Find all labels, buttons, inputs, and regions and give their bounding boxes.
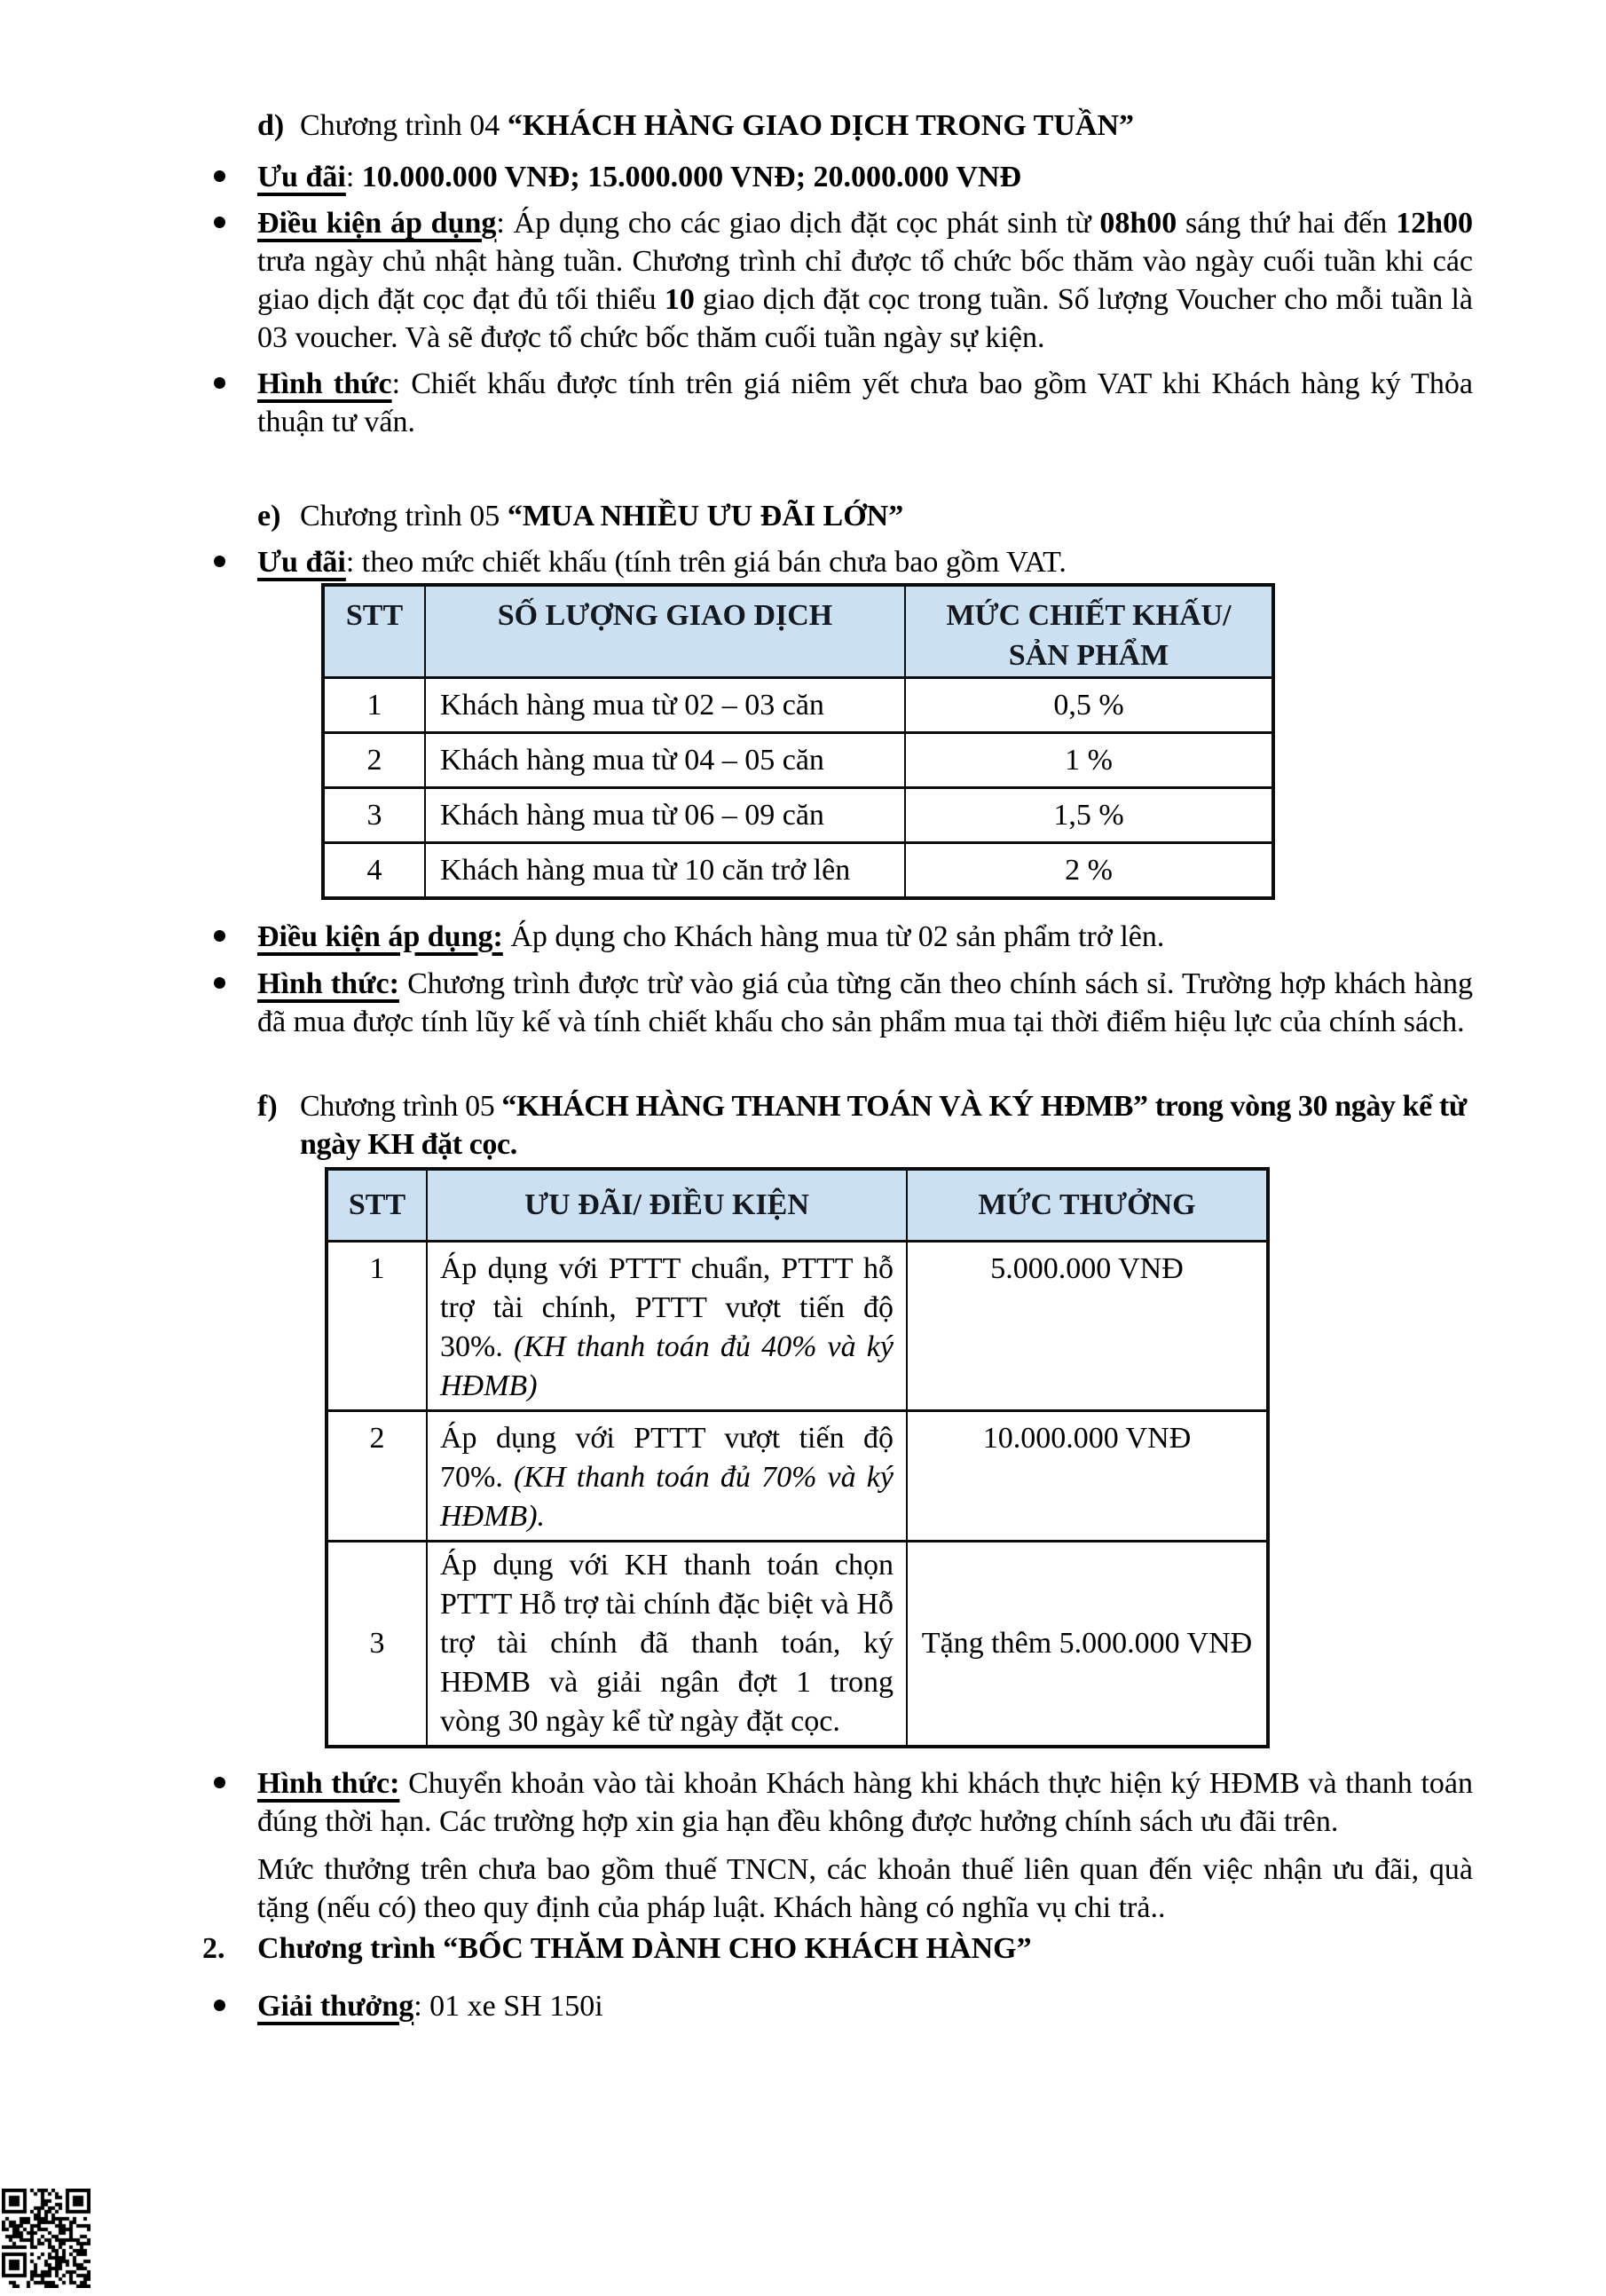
table-row xyxy=(323,843,1273,898)
bullet-dot-icon xyxy=(214,930,225,942)
bullet-hinh-thuc-e xyxy=(214,965,1473,1041)
header-cell-rate xyxy=(905,585,1273,678)
section-d-title: Chương trình 04 “KHÁCH HÀNG GIAO DỊCH TRONG TUẦN” xyxy=(300,109,1135,142)
bullet-marker xyxy=(214,1987,257,2011)
dieu-kien-d-text: Điều kiện áp dụng: Áp dụng cho các giao dịch đặt cọc phát sinh từ 08h00 sáng thứ hai đến 12h00 trưa ngày chủ nhật hàng tuần. Chương trình chỉ được tổ chức bốc thăm vào ngày cuối tuần khi các giao dịch đặt cọc đạt đủ tối thiểu 10 giao dịch đặt cọc trong tuần. Số lượng Voucher cho mỗi tuần là 03 voucher. Và sẽ được tổ chức bốc thăm cuối tuần ngày sự kiện. xyxy=(257,207,1474,354)
bullet-dot-icon xyxy=(214,977,225,989)
cell-stt: 3 xyxy=(327,1542,427,1748)
section-2-title: Chương trình “BỐC THĂM DÀNH CHO KHÁCH HÀNG” xyxy=(257,1932,1032,1965)
reward-table xyxy=(325,1167,1270,1749)
table-row xyxy=(323,678,1273,733)
list-marker: 2. xyxy=(202,1932,225,1965)
bullet-marker xyxy=(214,965,257,989)
cell-condition: Áp dụng với KH thanh toán chọn PTTT Hỗ trợ tài chính đặc biệt và Hỗ trợ tài chính đã thanh toán, ký HĐMB và giải ngân đợt 1 trong vòng 30 ngày kể từ ngày đặt cọc. xyxy=(427,1542,907,1748)
bullet-uu-dai-e xyxy=(214,543,1473,581)
hinh-thuc-e-text: Hình thức: Chương trình được trừ vào giá của từng căn theo chính sách sỉ. Trường hợp khách hàng đã mua được tính lũy kế và tính chiết khấu cho sản phẩm mua tại thời điểm hiệu lực của chính sách. xyxy=(257,967,1473,1038)
bullet-dot-icon xyxy=(214,556,225,567)
header-cell-stt: STT xyxy=(327,1169,427,1242)
uu-dai-e-text: Ưu đãi: theo mức chiết khấu (tính trên giá bán chưa bao gồm VAT. xyxy=(257,546,1067,579)
bullet-dieu-kien-e xyxy=(214,918,1473,956)
cell-reward: 10.000.000 VNĐ xyxy=(907,1411,1268,1542)
cell-qty: Khách hàng mua từ 10 căn trở lên xyxy=(425,843,905,898)
list-marker: d) xyxy=(257,109,285,142)
cell-qty: Khách hàng mua từ 02 – 03 căn xyxy=(425,678,905,733)
bullet-uu-dai-d xyxy=(214,158,1473,196)
cell-reward: Tặng thêm 5.000.000 VNĐ xyxy=(907,1542,1268,1748)
table-row xyxy=(327,1542,1268,1748)
cell-stt: 2 xyxy=(327,1411,427,1542)
table-header-row xyxy=(327,1169,1268,1242)
bullet-dot-icon xyxy=(214,2000,225,2011)
bullet-dieu-kien-d xyxy=(214,204,1473,357)
discount-table xyxy=(321,583,1275,900)
header-cell-stt: STT xyxy=(323,585,425,678)
header-rate-line2: SẢN PHẨM xyxy=(1008,639,1169,672)
hinh-thuc-f-text: Hình thức: Chuyển khoản vào tài khoản Khách hàng khi khách thực hiện ký HĐMB và thanh toán đúng thời hạn. Các trường hợp xin gia hạn đều không được hưởng chính sách ưu đãi trên. xyxy=(257,1767,1473,1838)
bullet-marker xyxy=(214,158,257,182)
giai-thuong-text: Giải thưởng: 01 xe SH 150i xyxy=(257,1990,603,2023)
section-f-title: Chương trình 05 “KHÁCH HÀNG THANH TOÁN VÀ KÝ HĐMB” trong vòng 30 ngày kể từ ngày KH đặt cọc. xyxy=(300,1089,1467,1161)
bullet-hinh-thuc-d xyxy=(214,365,1473,441)
section-e-heading xyxy=(257,497,1473,535)
list-marker: e) xyxy=(257,500,281,533)
table-row xyxy=(323,733,1273,788)
cell-stt: 1 xyxy=(327,1242,427,1411)
qr-code xyxy=(2,2189,91,2288)
cell-stt: 1 xyxy=(323,678,425,733)
note-paragraph: Mức thưởng trên chưa bao gồm thuế TNCN, các khoản thuế liên quan đến việc nhận ưu đãi, quà tặng (nếu có) theo quy định của pháp luật. Khách hàng có nghĩa vụ chi trả.. xyxy=(257,1853,1473,1924)
cell-qty: Khách hàng mua từ 06 – 09 căn xyxy=(425,788,905,843)
header-cell-qty: SỐ LƯỢNG GIAO DỊCH xyxy=(425,585,905,678)
cell-reward: 5.000.000 VNĐ xyxy=(907,1242,1268,1411)
cell-stt: 3 xyxy=(323,788,425,843)
section-f-heading xyxy=(257,1087,1473,1164)
bullet-marker xyxy=(214,918,257,942)
header-rate-line1: MỨC CHIẾT KHẤU/ xyxy=(946,599,1232,632)
bullet-marker xyxy=(214,204,257,228)
cell-condition: Áp dụng với PTTT vượt tiến độ 70%. (KH thanh toán đủ 70% và ký HĐMB). xyxy=(427,1411,907,1542)
bullet-marker xyxy=(214,365,257,389)
table-row xyxy=(327,1411,1268,1542)
header-cell-reward: MỨC THƯỞNG xyxy=(907,1169,1268,1242)
table-header-row xyxy=(323,585,1273,678)
bullet-giai-thuong xyxy=(214,1987,1473,2025)
uu-dai-d-text: Ưu đãi: 10.000.000 VNĐ; 15.000.000 VNĐ; 20.000.000 VNĐ xyxy=(257,161,1022,193)
cell-rate: 1 % xyxy=(905,733,1273,788)
qr-code-canvas xyxy=(2,2189,91,2288)
table-row xyxy=(327,1242,1268,1411)
section-e-title: Chương trình 05 “MUA NHIỀU ƯU ĐÃI LỚN” xyxy=(300,500,904,533)
table-row xyxy=(323,788,1273,843)
cell-stt: 2 xyxy=(323,733,425,788)
list-marker: f) xyxy=(257,1089,278,1123)
cell-stt: 4 xyxy=(323,843,425,898)
bullet-hinh-thuc-f xyxy=(214,1764,1473,1841)
bullet-dot-icon xyxy=(214,377,225,389)
cell-condition: Áp dụng với PTTT chuẩn, PTTT hỗ trợ tài chính, PTTT vượt tiến độ 30%. (KH thanh toán đủ 40% và ký HĐMB) xyxy=(427,1242,907,1411)
cell-rate: 2 % xyxy=(905,843,1273,898)
bullet-dot-icon xyxy=(214,170,225,182)
header-cell-cond: ƯU ĐÃI/ ĐIỀU KIỆN xyxy=(427,1169,907,1242)
dieu-kien-e-text: Điều kiện áp dụng: Áp dụng cho Khách hàng mua từ 02 sản phẩm trở lên. xyxy=(257,919,1165,953)
bullet-marker xyxy=(214,1764,257,1788)
cell-rate: 1,5 % xyxy=(905,788,1273,843)
hinh-thuc-d-text: Hình thức: Chiết khấu được tính trên giá niêm yết chưa bao gồm VAT khi Khách hàng ký Thỏa thuận tư vấn. xyxy=(257,367,1474,438)
bullet-marker xyxy=(214,543,257,567)
section-2-heading xyxy=(202,1929,1473,1968)
bullet-dot-icon xyxy=(214,217,225,228)
bullet-dot-icon xyxy=(214,1777,225,1788)
cell-qty: Khách hàng mua từ 04 – 05 căn xyxy=(425,733,905,788)
section-d-heading xyxy=(257,107,1473,145)
cell-rate: 0,5 % xyxy=(905,678,1273,733)
